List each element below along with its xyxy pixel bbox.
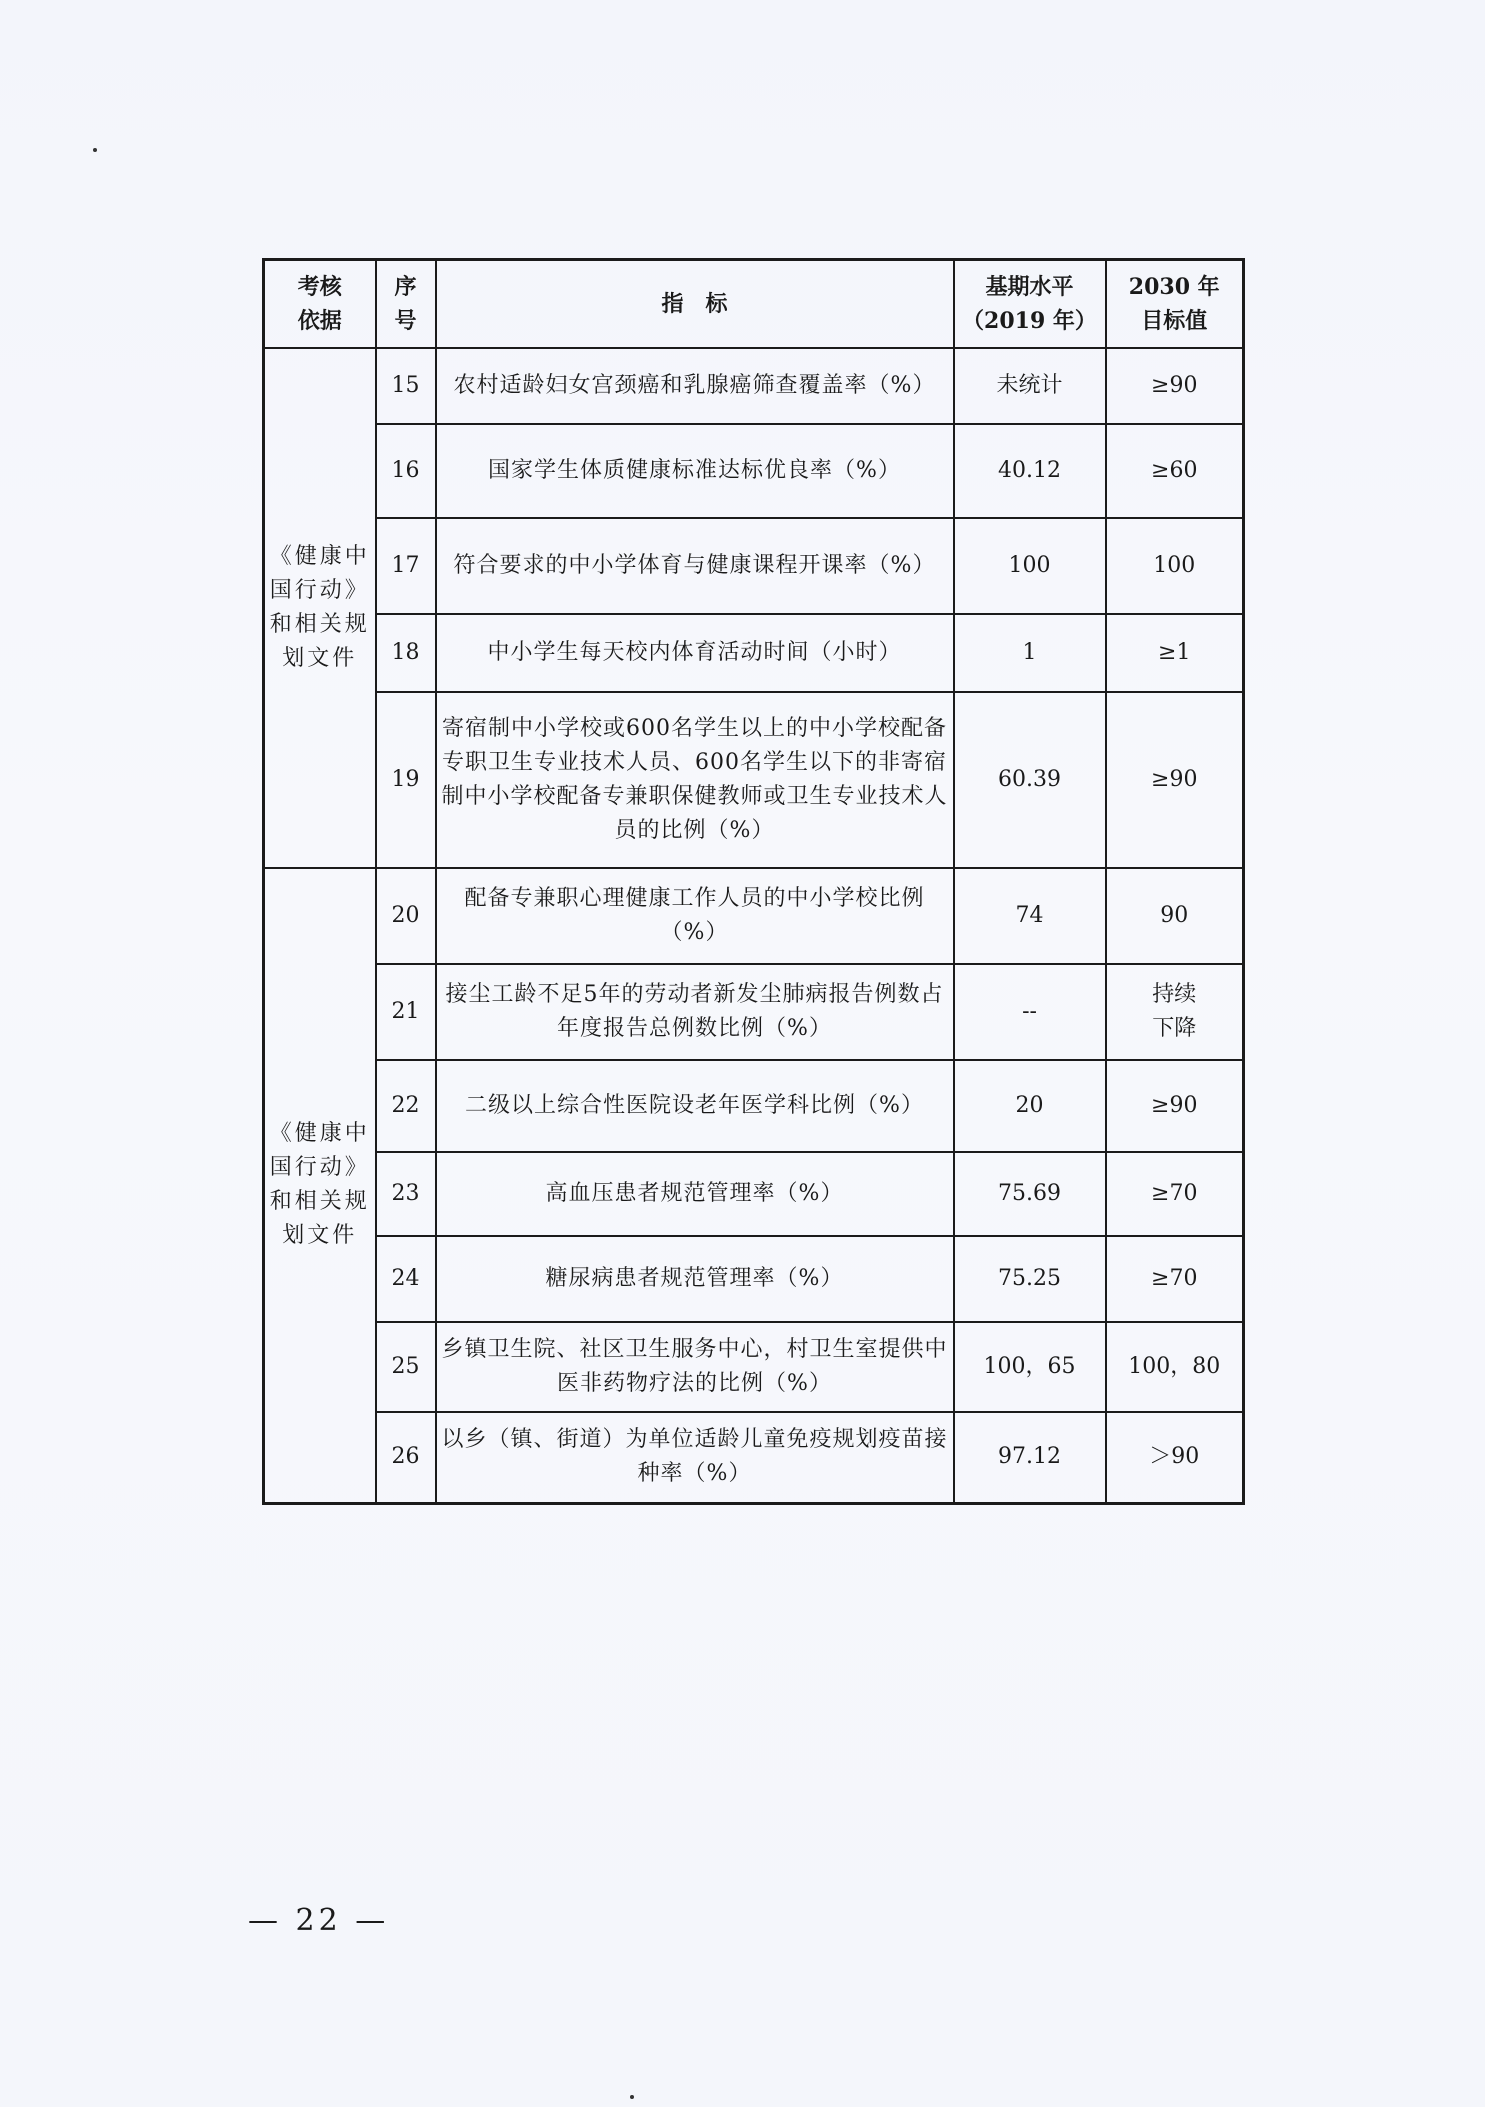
table-row <box>264 1060 1244 1152</box>
indicator-cell: 乡镇卫生院、社区卫生服务中心，村卫生室提供中医非药物疗法的比例（%） <box>436 1322 954 1412</box>
indicator-table <box>262 258 1245 1505</box>
seq-cell: 19 <box>376 692 436 868</box>
table-header-row <box>264 260 1244 348</box>
header-baseline: 基期水平 （2019 年） <box>954 260 1106 348</box>
target-cell: ≥90 <box>1106 1060 1244 1152</box>
target-cell: ≥90 <box>1106 348 1244 424</box>
table-row <box>264 348 1244 424</box>
seq-cell: 24 <box>376 1236 436 1322</box>
indicator-cell: 寄宿制中小学校或600名学生以上的中小学校配备专职卫生专业技术人员、600名学生以下的非寄宿制中小学校配备专兼职保健教师或卫生专业技术人员的比例（%） <box>436 692 954 868</box>
baseline-cell: 60.39 <box>954 692 1106 868</box>
seq-cell: 17 <box>376 518 436 614</box>
header-basis: 考核 依据 <box>264 260 376 348</box>
header-indicator: 指 标 <box>436 260 954 348</box>
target-cell: ＞90 <box>1106 1412 1244 1504</box>
target-cell: 持续 下降 <box>1106 964 1244 1060</box>
baseline-cell: -- <box>954 964 1106 1060</box>
indicator-cell: 糖尿病患者规范管理率（%） <box>436 1236 954 1322</box>
indicator-cell: 国家学生体质健康标准达标优良率（%） <box>436 424 954 518</box>
table-row <box>264 1152 1244 1236</box>
baseline-cell: 100 <box>954 518 1106 614</box>
baseline-cell: 100，65 <box>954 1322 1106 1412</box>
baseline-cell: 75.69 <box>954 1152 1106 1236</box>
indicator-cell: 配备专兼职心理健康工作人员的中小学校比例（%） <box>436 868 954 964</box>
baseline-cell: 20 <box>954 1060 1106 1152</box>
table-row <box>264 964 1244 1060</box>
basis-cell: 《健康中国行动》和相关规划文件 <box>264 348 376 868</box>
seq-cell: 18 <box>376 614 436 692</box>
seq-cell: 25 <box>376 1322 436 1412</box>
table-row <box>264 1322 1244 1412</box>
baseline-cell: 未统计 <box>954 348 1106 424</box>
basis-cell: 《健康中国行动》和相关规划文件 <box>264 868 376 1504</box>
table-row <box>264 614 1244 692</box>
target-cell: ≥70 <box>1106 1236 1244 1322</box>
indicator-cell: 农村适龄妇女宫颈癌和乳腺癌筛查覆盖率（%） <box>436 348 954 424</box>
baseline-cell: 40.12 <box>954 424 1106 518</box>
seq-cell: 26 <box>376 1412 436 1504</box>
target-cell: 100 <box>1106 518 1244 614</box>
baseline-cell: 97.12 <box>954 1412 1106 1504</box>
table-row <box>264 424 1244 518</box>
indicator-cell: 二级以上综合性医院设老年医学科比例（%） <box>436 1060 954 1152</box>
baseline-cell: 74 <box>954 868 1106 964</box>
header-target: 2030 年 目标值 <box>1106 260 1244 348</box>
indicator-cell: 中小学生每天校内体育活动时间（小时） <box>436 614 954 692</box>
scan-speck <box>630 2095 634 2099</box>
baseline-cell: 75.25 <box>954 1236 1106 1322</box>
scan-speck <box>93 148 97 152</box>
table-row <box>264 518 1244 614</box>
target-cell: 90 <box>1106 868 1244 964</box>
indicator-cell: 高血压患者规范管理率（%） <box>436 1152 954 1236</box>
seq-cell: 20 <box>376 868 436 964</box>
indicator-cell: 符合要求的中小学体育与健康课程开课率（%） <box>436 518 954 614</box>
target-cell: 100，80 <box>1106 1322 1244 1412</box>
target-cell: ≥90 <box>1106 692 1244 868</box>
page-number: — 22 — <box>248 1903 390 1938</box>
seq-cell: 15 <box>376 348 436 424</box>
seq-cell: 22 <box>376 1060 436 1152</box>
table-row <box>264 1236 1244 1322</box>
indicator-cell: 以乡（镇、街道）为单位适龄儿童免疫规划疫苗接种率（%） <box>436 1412 954 1504</box>
table-row <box>264 868 1244 964</box>
header-seq: 序 号 <box>376 260 436 348</box>
seq-cell: 23 <box>376 1152 436 1236</box>
indicator-cell: 接尘工龄不足5年的劳动者新发尘肺病报告例数占年度报告总例数比例（%） <box>436 964 954 1060</box>
target-cell: ≥70 <box>1106 1152 1244 1236</box>
table-row <box>264 692 1244 868</box>
target-cell: ≥60 <box>1106 424 1244 518</box>
table-row <box>264 1412 1244 1504</box>
target-cell: ≥1 <box>1106 614 1244 692</box>
seq-cell: 16 <box>376 424 436 518</box>
baseline-cell: 1 <box>954 614 1106 692</box>
seq-cell: 21 <box>376 964 436 1060</box>
